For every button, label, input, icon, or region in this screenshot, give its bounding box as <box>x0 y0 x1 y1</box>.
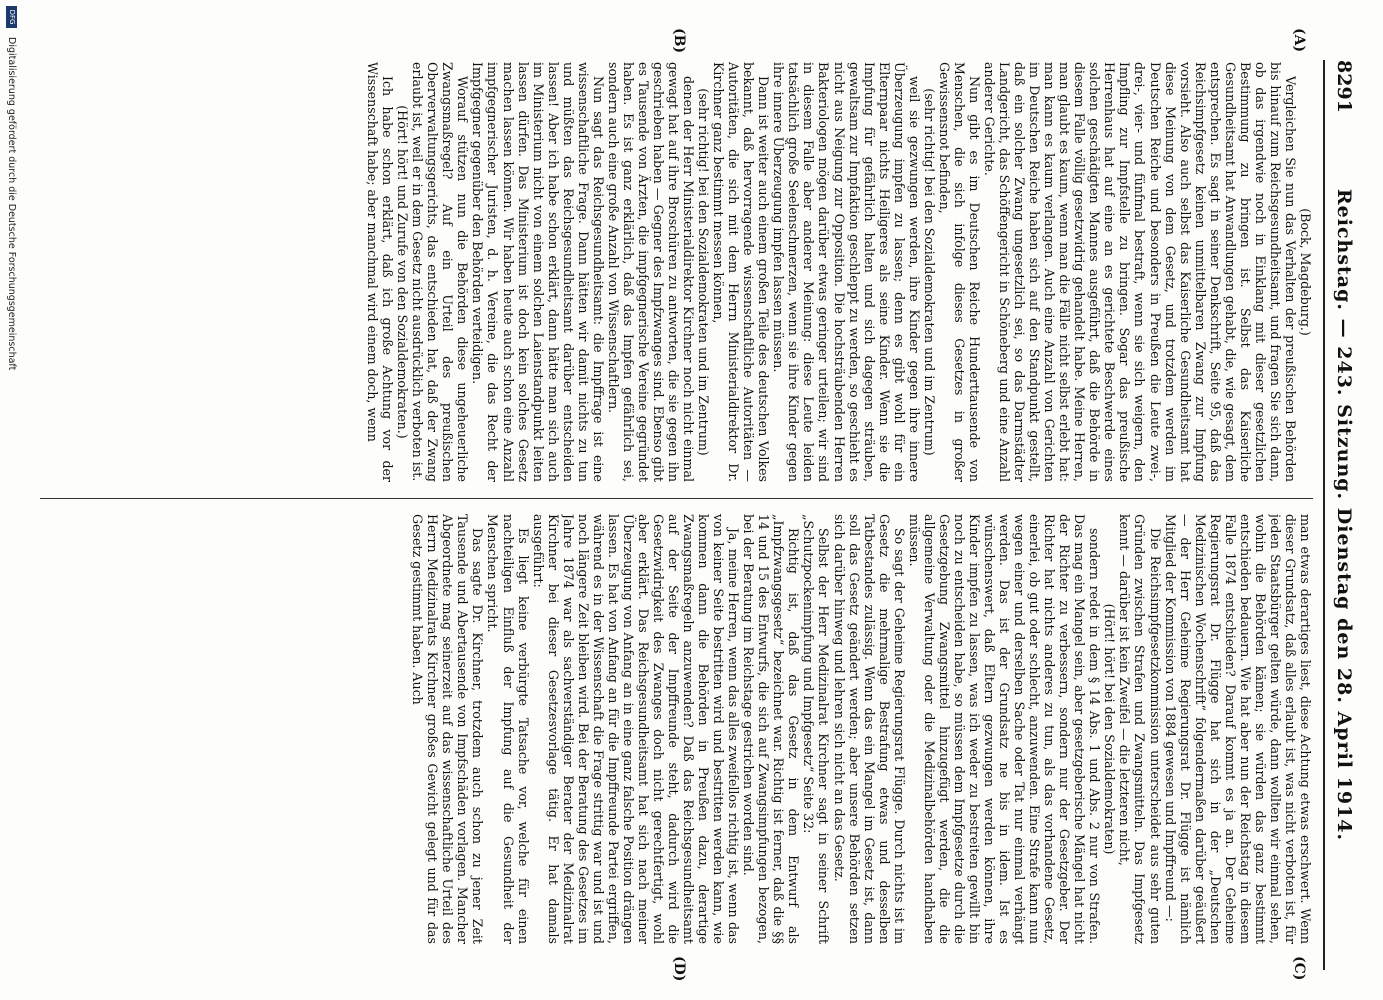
right-text-column <box>40 514 1313 944</box>
paragraph: Richtig ist, daß das Gesetz in dem Entwurf als „Impfzwangsgesetz“ bezeichnet war. Richtig ist ferner, daß die §§ 14 und 15 des Entwurfs, die sich auf Zwangsimpfungen bezogen, bei der Beratung im Reichstage gestrichen worden sind. <box>741 514 802 944</box>
paragraph: denen der Herr Ministerialdirektor Kirchner noch nicht einmal gewagt hat auf ihre Broschüren zu antworten, die sie gegen ihn geschrieben haben — Gegner des Impfzwanges sind. Ebenso gibt es Tausende von Ärzten, die impfgegnerische Vereine gegründet haben. Es ist ganz erklärlich, daß das Impfen gefährlich sei, sondern auch eine große Anzahl von Wissenschaftlern. <box>605 62 697 482</box>
interjection: (sehr richtig! bei den Sozialdemokraten und im Zentrum) <box>696 88 712 456</box>
paragraph: Es liegt keine verbürgte Tatsache vor, welche für einen nachteiligen Einfluß der Impfung auf die Gesundheit der Menschen spricht. <box>485 514 531 944</box>
paragraph: Das sagte Dr. Kirchner, trotzdem auch schon zu jener Zeit Tausende und Abertausende von Impfschäden vorlagen. Mancher Abgeordnete mag seinerzeit auf das wissenschaftliche Urteil des Herrn Medizinalrats Kirchner großes Gewicht gelegt und für das Gesetz gestimmt haben. Auch <box>410 514 486 944</box>
paragraph: Selbst der Herr Medizinalrat Kirchner sagt in seiner Schrift „Schutzpockenimpfung und Impfgesetz“ Seite 32: <box>801 514 832 944</box>
paragraph: Ja, meine Herren, wenn das alles zweifellos richtig ist, wenn das von keiner Seite bestritten wird und bestritten werden kann, wie kommen dann die Behörden in Preußen dazu, derartige Zwangsmaßregeln anzuwenden? Daß das Reichsgesundheitsamt auf der Seite der Impffreunde steht, dadurch wird die Gesetzwidrigkeit des Zwanges doch nicht gerechtfertigt, wohl aber erklärt. Das Reichsgesundheitsamt hat sich nach meiner Überzeugung von Anfang an in eine ganz falsche Position drängen lassen. Es hat von Anfang an für die Impffreunde Partei ergriffen, während es in der Wissenschaft die Frage strittig war und ist und noch längere Zeit bleiben wird. Bei der Beratung des Gesetzes im Jahre 1874 war als sachverständiger Berater der Medizinalrat Kirchner bei dieser Gesetzesvorlage tätig. Er hat damals ausgeführt: <box>530 514 742 944</box>
paragraph: Nun sagt das Reichsgesundheitsamt: die Impffrage ist eine wissenschaftliche Frage. Dann hätten wir damit nichts zu tun und müßten das Reichsgesundheitsamt darüber entscheiden lassen! Aber ich habe schon erklärt, dann hätte man sich auch im Ministerium nicht von einem solchen Laienstandpunkt leiten lassen dürfen. Das Ministerium ist doch kein solches Gesetz machen lassen können. Wir haben heute auch schon eine Anzahl impfgegnerischer Juristen, d. h. Vereine, die das Recht der Impfgegner gegenüber den Behörden verteidigen. <box>470 62 606 482</box>
page-title: Reichstag. — 243. Sitzung. Dienstag den 28. April 1914. <box>1333 188 1355 842</box>
interjection: (sehr richtig! bei den Sozialdemokraten und im Zentrum) <box>921 88 937 456</box>
paragraph: Die Reichsimpfgesetzkommission unterscheidet aus sehr guten Gründen zwischen Strafen und Zwangsmitteln. Das Impfgesetz kennt — darüber ist kein Zweifel — die letzteren nicht, <box>1117 514 1163 944</box>
interjection: (Hört! hört! bei den Sozialdemokraten) <box>1102 603 1118 855</box>
dfg-logo-icon: DFG <box>6 6 17 28</box>
column-divider <box>40 498 1313 499</box>
interjection: (Bock, Magdeburg.) <box>1298 208 1313 336</box>
margin-marker-d: (D) <box>671 956 687 982</box>
paragraph: Vergleichen Sie nun das Verhalten der preußischen Behörden bis hinauf zum Reichsgesundheitsamt, und fragen Sie sich dann, ob das irgendwie noch in Einklang mit dieser gesetzlichen Bestimmung zu bringen ist. Selbst das Kaiserliche Gesundheitsamt hat Anwandlungen gehabt, die, wie gesagt, dem entsprechen. Es sagt in seiner Denkschrift, Seite 95, daß das Reichsimpfgesetz keinen unmittelbaren Zwang zur Impfung vorsieht. Also auch selbst das Kaiserliche Gesundheitsamt hat diese Meinung von dem Gesetz, und trotzdem werden im Deutschen Reiche und besonders in Preußen die Leute zwei-, drei-, vier- und fünfmal bestraft, wenn sie sich weigern, den Impfling zur Impfstelle zu bringen. Sogar das preußische Herrenhaus hat auf eine an es gerichtete Beschwerde eines solchen geschädigten Mannes ausgeführt, daß die Behörde in diesem Falle völlig gesetzwidrig gehandelt habe. Meine Herren, man glaubt es kaum, wenn man die Fälle nicht selbst erlebt hat: man kann es kaum verlangen. Auch eine Anzahl von Gerichten im Deutschen Reiche haben sich auf den Standpunkt gestellt, daß ein solcher Zwang ungesetzlich sei, so das Darmstädter Landgericht, das Schöffengericht in Schöneberg und eine Anzahl anderer Gerichte. <box>982 62 1298 482</box>
left-text-column <box>40 62 1313 482</box>
paragraph: So sagt der Geheime Regierungsrat Flügge. Durch nichts ist im Gesetz die mehrmalige Bestrafung etwas und desselben Tatbestandes zulässig. Wenn das ein Mangel im Gesetz ist, dann soll das Gesetz geändert werden; aber unsere Behörden setzen sich darüber hinweg und lehren sich nicht an das Gesetz. <box>831 514 907 944</box>
margin-marker-a: (A) <box>1291 28 1307 53</box>
paragraph: sondern redet in dem § 14 Abs. 1 und Abs. 2 nur von Strafen. Das mag ein Mangel sein, aber gesetzgeberische Mängel hat nicht der Richter zu verbessern, sondern nur der Gesetzgeber. Der Richter hat nichts anderes zu tun, als das vorhandene Gesetz, einerlei, ob gut oder schlecht, anzuwenden. Eine Strafe kann nun wegen einer und derselben Sache oder Tat nur einmal verhängt werden. Das ist der Grundsatz ne bis in idem. Ist es wünschenswert, daß Eltern gezwungen werden können, ihre Kinder impfen zu lassen, was ich weder zu bestreiten gewillt bin noch zu entscheiden habe, so müssen dem Impfgesetze durch die Gesetzgebung Zwangsmittel hinzugefügt werden, die die allgemeine Verwaltung oder die Medizinalbehörden handhaben müssen. <box>906 514 1103 944</box>
margin-marker-b: (B) <box>671 28 687 54</box>
paragraph: Worauf stützen nun die Behörden diese ungeheuerliche Zwangsmaßregel? Auf ein Urteil des preußischen Oberverwaltungsgerichts, das entschieden hat, daß der Zwang erlaubt ist, weil er in dem Gesetz nicht ausdrücklich verboten ist. <box>410 62 471 482</box>
page-header <box>1323 60 1359 970</box>
margin-marker-c: (C) <box>1291 956 1307 981</box>
paragraph: Nun gibt es im Deutschen Reiche Hunderttausende von Menschen, die sich infolge dieses Gesetzes in großer Gewissensnot befinden, <box>936 62 982 482</box>
paragraph: Ich habe schon erklärt, daß ich große Achtung vor der Wissenschaft habe; aber manchmal wird einem doch, wenn <box>365 62 396 482</box>
paragraph: weil sie gezwungen werden, ihre Kinder gegen ihre innere Überzeugung impfen zu lassen; denn es gibt wohl für ein Elternpaar nichts Heiligeres als seine Kinder. Wenn sie die Impfung für gefährlich halten und sich dagegen sträuben, gewaltsam zur Impfaktion geschleppt zu werden, so geschieht es nicht aus Neigung zur Opposition. Die hochsträubenden Herren Bakteriologen mögen darüber etwas geringer urteilen; wir sind in diesem Falle aber anderer Meinung: diese Leute leiden tatsächlich große Seelenschmerzen, wenn sie ihre Kinder gegen ihre innere Überzeugung impfen lassen müssen. <box>771 62 922 482</box>
paragraph: Dann ist weiter auch einem großen Teile des deutschen Volkes bekannt, daß hervorragende wissenschaftliche Autoritäten — Autoritäten, die sich mit dem Herrn Ministerialdirektor Dr. Kirchner ganz bestimmt messen können, <box>711 62 772 482</box>
page-number: 8291 <box>1333 60 1355 113</box>
footer-credit: Digitalisierung gefördert durch die Deutsche Forschungsgemeinschaft <box>6 37 17 371</box>
paragraph: man etwas derartiges liest, diese Achtung etwas erschwert. Wenn dieser Grundsatz, daß alles erlaubt ist, was nicht verboten ist, für jeden Staatsbürger gelten würde, dann wollten wir einmal sehen, wohin die Behörden kämen; sie würden das ganz bestimmt entschieden bedauern. Wie hat aber nun der Reichstag in diesem Falle 1874 entschieden? Darauf kommt es ja an. Der Geheime Regierungsrat Dr. Flügge hat sich in der „Deutschen Medizinischen Wochenschrift“ folgendermaßen darüber geäußert — der Herr Geheime Regierungsrat Dr. Flügge ist nämlich Mitglied der Kommission von 1884 gewesen und Impffreund —: <box>1162 514 1313 944</box>
interjection: (Hört! hört! und Zurufe von den Sozialdemokraten.) <box>395 105 411 439</box>
page-footer <box>6 0 17 1000</box>
